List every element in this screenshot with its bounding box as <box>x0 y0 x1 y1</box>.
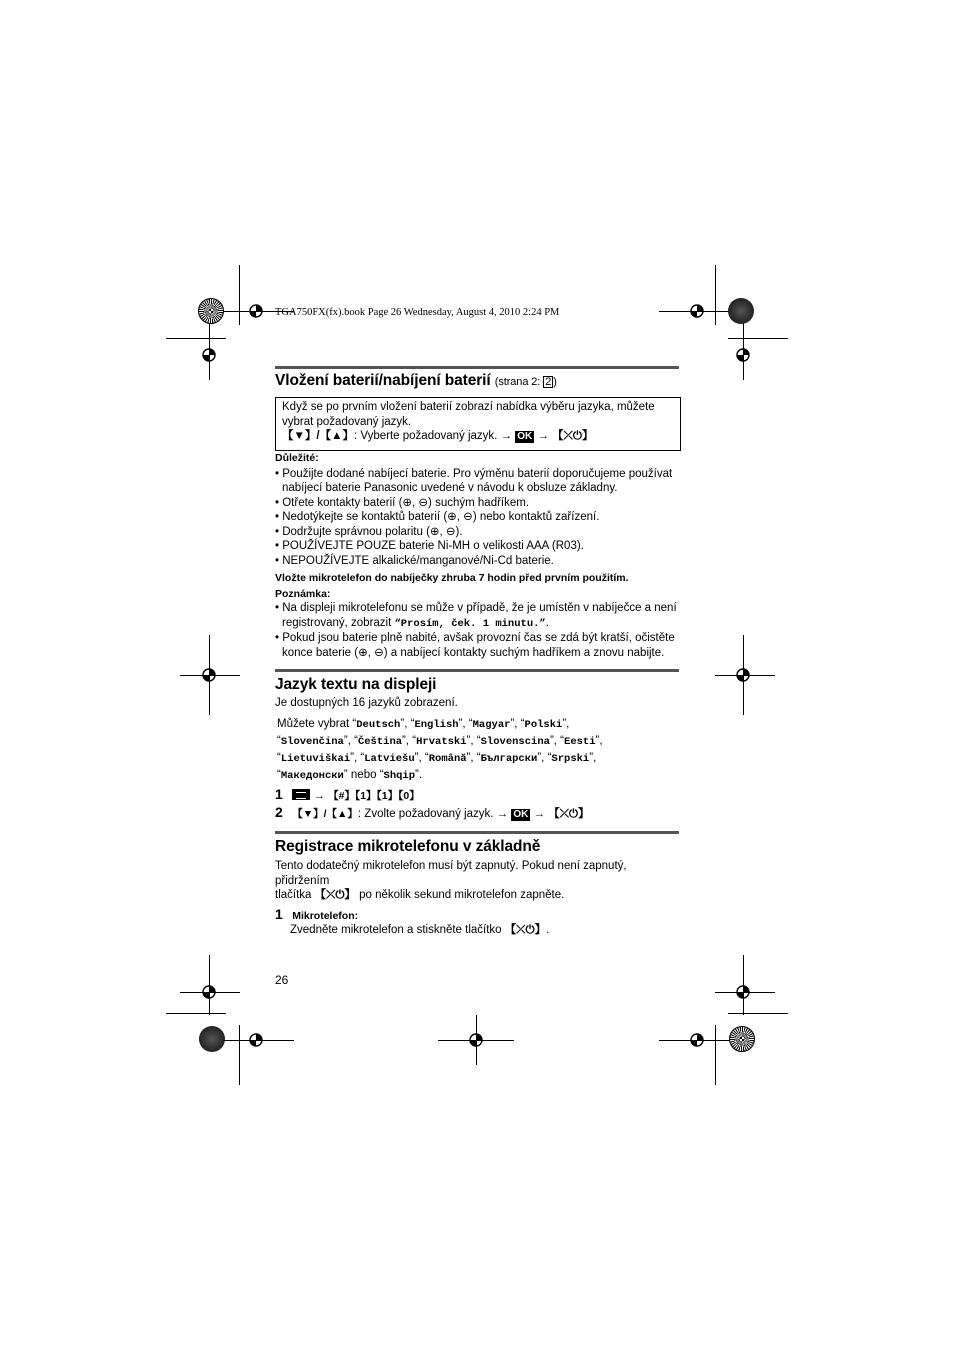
power-key-icon: 【⤫⏻】 <box>552 430 594 442</box>
language-option: English <box>414 718 459 731</box>
important-label: Důležité: <box>275 452 319 464</box>
language-block <box>275 696 679 784</box>
language-option: Slovenscina <box>480 735 550 748</box>
list-item: • POUŽÍVEJTE POUZE baterie Ni-MH o velikosti AAA (R03). <box>275 540 584 552</box>
language-select-box: Když se po prvním vložení baterií zobrazí nabídka výběru jazyka, můžete vybrat požadovaný jazyk. 【▼】/【▲】: Vyberte požadovaný jazyk. → OK → 【⤫⏻】 <box>275 397 681 451</box>
language-option: Čeština <box>357 735 403 748</box>
power-key-icon: 【⤫⏻】 <box>548 808 590 820</box>
list-item: • Nedotýkejte se kontaktů baterií (⊕, ⊖) nebo kontaktů zařízení. <box>275 511 600 523</box>
language-option: Lietuviškai <box>280 752 351 765</box>
book-header: TGA750FX(fx).book Page 26 Wednesday, August 4, 2010 2:24 PM <box>275 307 560 318</box>
power-key-icon: 【⤫⏻】 <box>314 889 356 901</box>
list-item: • Použijte dodané nabíjecí baterie. Pro výměnu baterií doporučujeme používat nabíjecí baterie Panasonic uvedené v návodu k obsluze základny. <box>275 467 673 494</box>
list-item: • NEPOUŽÍVEJTE alkalické/manganové/Ni-Cd baterie. <box>275 554 554 567</box>
language-option: Polski <box>524 718 563 731</box>
language-option: Română <box>428 752 467 765</box>
section-rule <box>275 831 679 834</box>
page-number: 26 <box>275 973 289 987</box>
section-title-registration: Registrace mikrotelefonu v základně <box>275 838 541 855</box>
language-option: Shqip <box>383 769 416 782</box>
section-title-battery: Vložení baterií/nabíjení baterií (strana 2: 2 ) <box>275 372 557 389</box>
menu-key-icon <box>292 789 310 800</box>
starburst-mark-bottom-right <box>729 1026 755 1052</box>
language-option: Magyar <box>472 718 511 731</box>
density-mark-bottom-left <box>199 1026 225 1052</box>
starburst-mark-top-left <box>198 298 224 324</box>
section-rule <box>275 366 679 369</box>
language-option: Hrvatski <box>416 735 467 748</box>
language-intro: Je dostupných 16 jazyků zobrazení. <box>275 697 458 709</box>
language-list: Můžete vybrat “Deutsch”, “English”, “Magyar”, “Polski”, “Slovenčina”, “Čeština”, “Hrvatski”, “Slovenscina”, “Eesti”, “Lietuviškai”, “Latviešu”, “Română”, “Български”, “Srpski”, “Македонски” nebo “Shqip”. <box>277 717 603 782</box>
ok-key-icon: OK <box>513 809 529 820</box>
important-block <box>275 451 679 660</box>
power-key-icon: 【⤫⏻】 <box>504 924 547 936</box>
section-rule <box>275 669 679 672</box>
language-option: Slovenčina <box>280 735 344 748</box>
language-option: Deutsch <box>356 718 401 731</box>
language-steps: 1 → 【#】【1】【1】【0】 2 【▼】/【▲】: Zvolte požadovaný jazyk. → OK → 【⤫⏻】 <box>275 786 590 820</box>
note-label: Poznámka: <box>275 587 331 600</box>
language-option: Srpski <box>551 752 590 765</box>
charge-note: Vložte mikrotelefon do nabíječky zhruba 7 hodin před prvním použitím. <box>275 572 629 584</box>
list-item: • Dodržujte správnou polaritu (⊕, ⊖). <box>275 525 463 538</box>
density-mark-top-right <box>728 298 754 324</box>
language-option: Български <box>480 752 538 765</box>
list-item: • Pokud jsou baterie plně nabité, avšak provozní čas se zdá být kratší, očistěte konce baterie (⊕, ⊖) a nabíjecí kontakty suchým hadříkem a znovu nabijte. <box>275 632 675 659</box>
up-down-keys: 【▼】/【▲】 <box>282 430 354 442</box>
registration-block: Tento dodatečný mikrotelefon musí být zapnutý. Pokud není zapnutý, přidržením tlačítka 【⤫⏻】 po několik sekund mikrotelefon zapněte. 1 Mikrotelefon: Zvedněte mikrotelefon a stiskněte tlačítko 【⤫⏻】. <box>275 860 627 936</box>
section-title-language: Jazyk textu na displeji <box>275 676 437 693</box>
list-item: • Otřete kontakty baterií (⊕, ⊖) suchým hadříkem. <box>275 496 530 509</box>
language-option: Latviešu <box>364 752 415 765</box>
language-option: Eesti <box>564 735 596 748</box>
ok-key-icon: OK <box>517 431 533 442</box>
language-option: Македонски <box>280 769 344 782</box>
list-item: • Na displeji mikrotelefonu se může v případě, že je umístěn v nabíječce a není registrovaný, zobrazit “Prosím, ček. 1 minutu.”. <box>275 602 677 630</box>
